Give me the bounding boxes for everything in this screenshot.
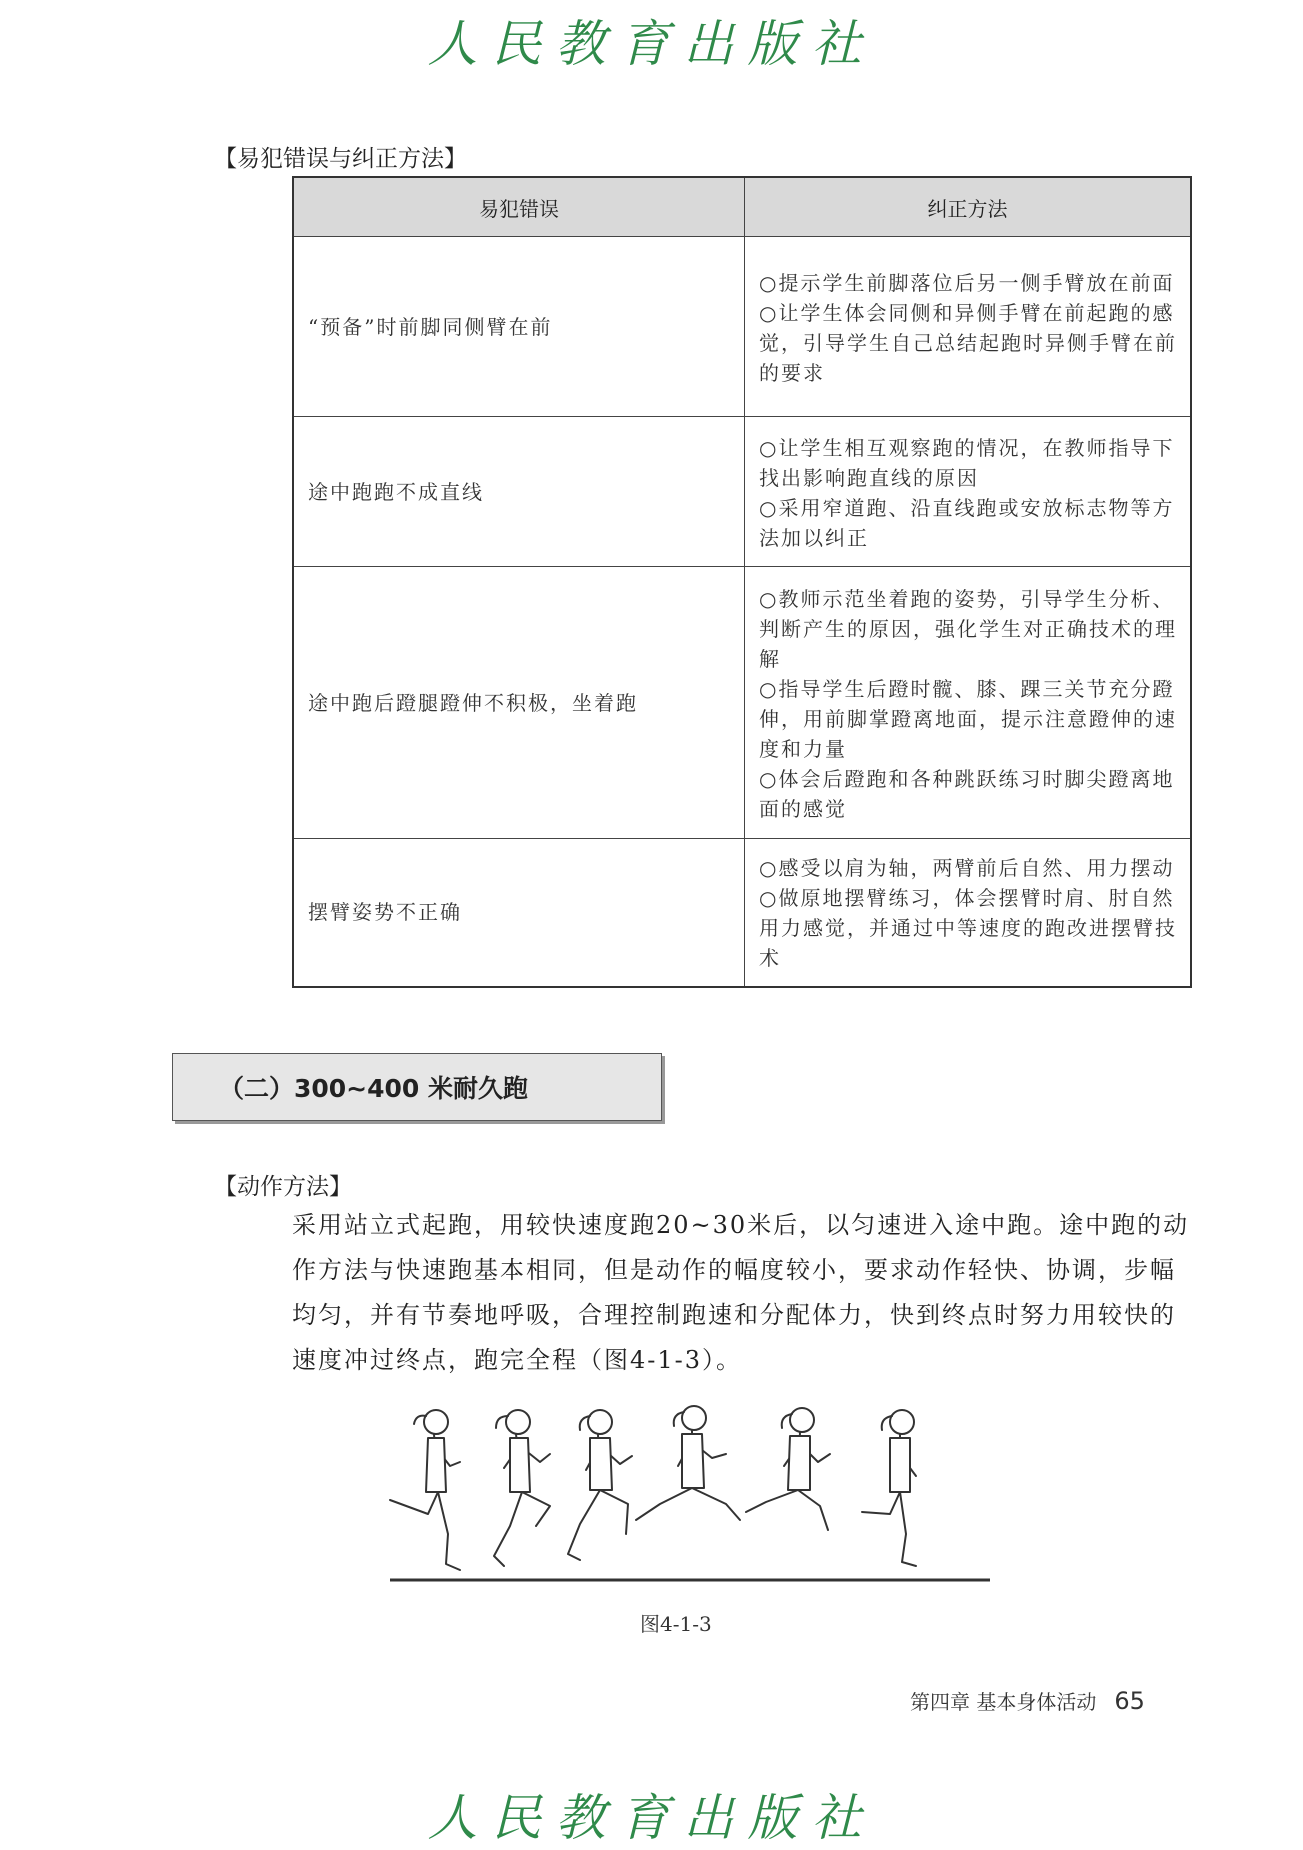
method-paragraph: 采用站立式起跑，用较快速度跑20~30米后，以匀速进入途中跑。途中跑的动作方法与快速跑基本相同，但是动作的幅度较小，要求动作轻快、协调，步幅均匀，并有节奏地呼吸，合理控制跑速和分配体力，快到终点时努力用较快的速度冲过终点，跑完全程（图4-1-3）。 <box>292 1211 1190 1374</box>
correction-item: ○做原地摆臂练习，体会摆臂时肩、肘自然用力感觉，并通过中等速度的跑改进摆臂技术 <box>759 886 1177 971</box>
runner-figure <box>636 1406 740 1520</box>
method-section-heading: 【动作方法】 <box>214 1174 352 1200</box>
correction-cell <box>745 237 1192 417</box>
errors-table <box>292 176 1192 988</box>
table-header-row <box>293 177 1191 237</box>
error-cell: 途中跑后蹬腿蹬伸不积极，坐着跑 <box>293 567 745 839</box>
runner-figure <box>862 1410 916 1566</box>
error-cell: 途中跑跑不成直线 <box>293 417 745 567</box>
runner-figure <box>494 1410 550 1566</box>
runner-figure <box>390 1410 460 1570</box>
runner-figure <box>568 1410 632 1560</box>
correction-item: ○采用窄道跑、沿直线跑或安放标志物等方法加以纠正 <box>759 495 1175 550</box>
correction-cell <box>745 417 1192 567</box>
column-header-error: 易犯错误 <box>293 177 745 237</box>
correction-cell <box>745 567 1192 839</box>
error-cell: 摆臂姿势不正确 <box>293 839 745 987</box>
correction-item: ○教师示范坐着跑的姿势，引导学生分析、判断产生的原因，强化学生对正确技术的理解 <box>759 586 1177 671</box>
running-sequence-illustration <box>380 1394 1000 1594</box>
table-row <box>293 417 1191 567</box>
correction-item: ○感受以肩为轴，两臂前后自然、用力摆动 <box>759 856 1175 881</box>
runner-figure <box>746 1408 830 1530</box>
chapter-title: 第四章 基本身体活动 <box>910 1690 1097 1714</box>
errors-section-heading: 【易犯错误与纠正方法】 <box>214 146 467 172</box>
column-header-correction: 纠正方法 <box>745 177 1192 237</box>
subsection-title: （二）300~400 米耐久跑 <box>219 1074 529 1103</box>
table-row <box>293 237 1191 417</box>
correction-item: ○让学生体会同侧和异侧手臂在前起跑的感觉，引导学生自己总结起跑时异侧手臂在前的要求 <box>759 300 1177 385</box>
correction-item: ○指导学生后蹬时髋、膝、踝三关节充分蹬伸，用前脚掌蹬离地面，提示注意蹬伸的速度和力量 <box>759 676 1177 761</box>
figure-caption: 图4-1-3 <box>640 1612 712 1636</box>
publisher-logo-bottom: 人民教育出版社 <box>427 1789 876 1847</box>
page-footer <box>910 1686 1145 1715</box>
correction-item: ○让学生相互观察跑的情况，在教师指导下找出影响跑直线的原因 <box>759 435 1175 490</box>
correction-cell <box>745 839 1192 987</box>
publisher-logo: 人民教育出版社 <box>427 15 876 73</box>
table-row <box>293 567 1191 839</box>
subsection-title-box <box>172 1053 662 1121</box>
error-cell: “预备”时前脚同侧臂在前 <box>293 237 745 417</box>
correction-item: ○提示学生前脚落位后另一侧手臂放在前面 <box>759 270 1175 295</box>
table-row <box>293 839 1191 987</box>
page-number: 65 <box>1114 1687 1145 1715</box>
correction-item: ○体会后蹬跑和各种跳跃练习时脚尖蹬离地面的感觉 <box>759 766 1175 821</box>
